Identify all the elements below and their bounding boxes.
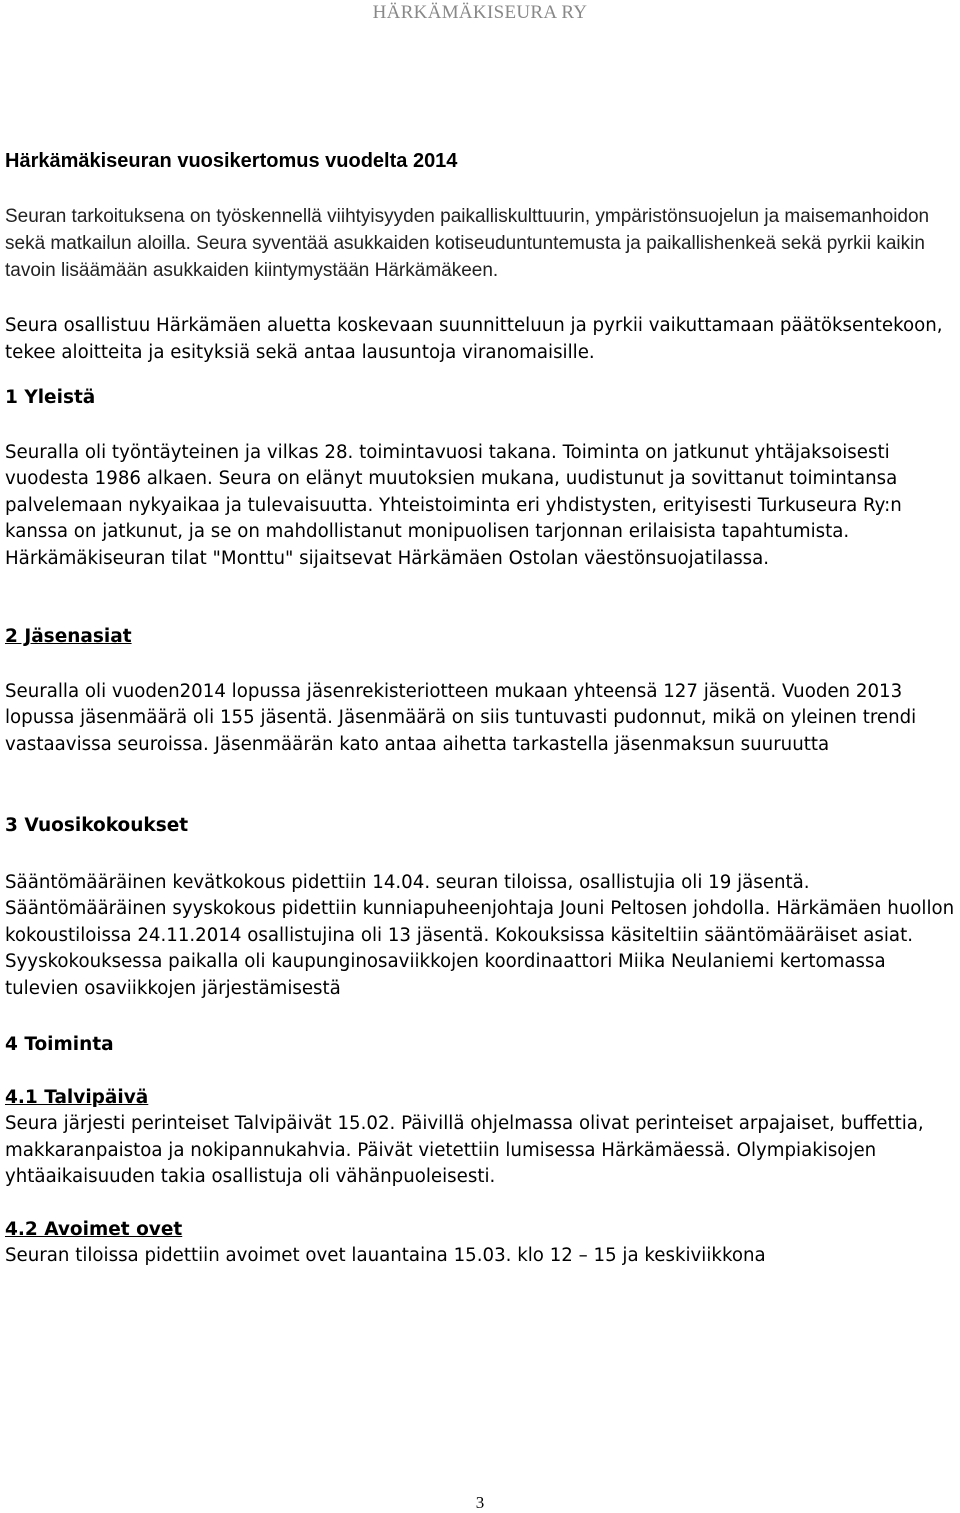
- subsection-4-2-paragraph: Seuran tiloissa pidettiin avoimet ovet lauantaina 15.03. klo 12 – 15 ja keskiviikkona: [5, 1245, 766, 1266]
- subsection-4-1-paragraph: Seura järjesti perinteiset Talvipäivät 15.02. Päivillä ohjelmassa olivat perinteiset arpajaiset, buffettia, makkaranpaistoa ja nokipannukahvia. Päivät vietettiin lumisessa Härkämäessä. Olympiakisojen yhtäaikaisuuden takia osallistuja oli vähänpuoleisesti.: [5, 1113, 924, 1187]
- document-title: Härkämäkiseuran vuosikertomus vuodelta 2014: [5, 150, 458, 172]
- page-header: HÄRKÄMÄKISEURA RY: [372, 2, 588, 23]
- section-3-heading: 3 Vuosikokoukset: [5, 815, 189, 836]
- subsection-4-1-heading-text: 4.1 Talvipäivä: [5, 1086, 149, 1108]
- subsection-4-1-heading: [5, 1085, 957, 1112]
- section-3-paragraph: Sääntömääräinen kevätkokous pidettiin 14.04. seuran tiloissa, osallistujia oli 19 jäsentä.: [5, 871, 810, 893]
- section-2-heading: 2 Jäsenasiat: [5, 626, 132, 647]
- section-1-paragraph-2: Härkämäkiseuran tilat "Monttu" sijaitsevat Härkämäen Ostolan väestönsuojatilassa.: [5, 547, 770, 569]
- section-1-paragraph: Seuralla oli työntäyteinen ja vilkas 28. toimintavuosi takana. Toiminta on jatkunut yhtäjaksoisesti vuodesta 1986 alkaen. Seura on elänyt muutoksien mukana, uudistunut ja sovittanut toimintansa palvelemaan nykyaikaa ja tulevaisuutta. Yhteistoiminta eri yhdistysten, erityisesti Turkuseura Ry:n kanssa on jatkunut, ja se on mahdollistanut monipuolisen tarjonnan erilaisista tapahtumista.: [5, 441, 902, 542]
- subsection-4-2-heading: [5, 1217, 957, 1244]
- section-4-heading: 4 Toiminta: [5, 1034, 114, 1055]
- section-3-paragraph-2: Sääntömääräinen syyskokous pidettiin kunniapuheenjohtaja Jouni Peltosen johdolla. Härkämäen huollon kokoustiloissa 24.11.2014 osallistujina oli 13 jäsentä. Kokouksissa käsiteltiin sääntömääräiset asiat. Syyskokouksessa paikalla oli kaupunginosaviikkojen koordinaattori Miika Neulaniemi kertomassa tulevien osaviikkojen järjestämisestä: [5, 898, 955, 999]
- subsection-4-2-heading-text: 4.2 Avoimet ovet: [5, 1218, 183, 1240]
- section-2-paragraph: Seuralla oli vuoden2014 lopussa jäsenrekisteriotteen mukaan yhteensä 127 jäsentä. Vuoden 2013 lopussa jäsenmäärä oli 155 jäsentä. Jäsenmäärä on siis tuntuvasti pudonnut, mikä on yleinen trendi vastaavissa seuroissa. Jäsenmäärän kato antaa aihetta tarkastella jäsenmaksun suuruutta: [5, 680, 917, 755]
- intro-paragraph-2: Seura osallistuu Härkämäen aluetta koskevaan suunnitteluun ja pyrkii vaikuttamaan päätöksentekoon, tekee aloitteita ja esityksiä sekä antaa lausuntoja viranomaisille.: [5, 315, 943, 363]
- intro-text: Seuran tarkoituksena on työskennellä viihtyisyyden paikalliskulttuurin, ympäristönsuojelun ja maisemanhoidon sekä matkailun aloilla. Seura syventää asukkaiden kotiseuduntuntemusta ja paikallishenkeä sekä pyrkii kaikin tavoin lisäämään asukkaiden kiintymystään Härkämäkeen.: [5, 206, 930, 281]
- document-body: [5, 313, 957, 1270]
- section-1-heading: 1 Yleistä: [5, 387, 96, 408]
- intro-paragraph: [5, 203, 955, 284]
- page-number: 3: [475, 1493, 485, 1512]
